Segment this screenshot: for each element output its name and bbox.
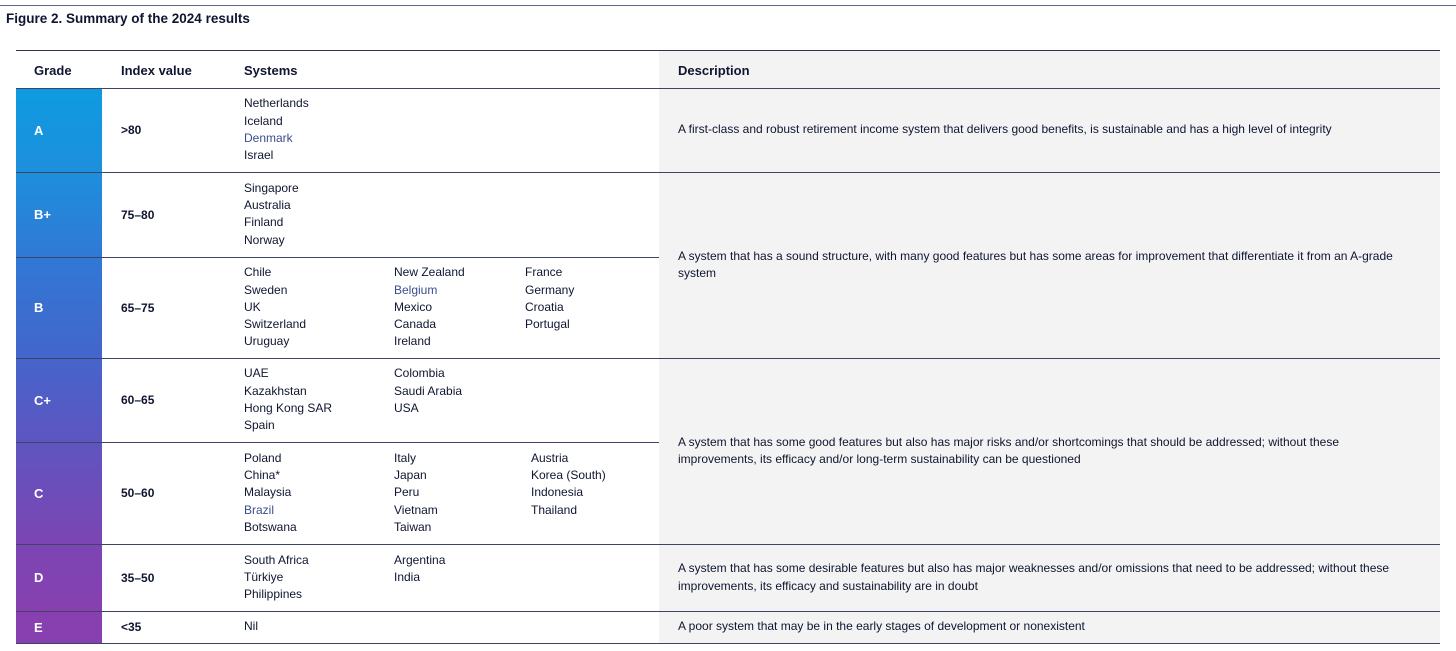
description-1: A first-class and robust retirement income system that delivers good benefits, is sustainable and has a high level of integrity [678,122,1332,137]
top-rule [0,5,1456,6]
system-name: Italy [394,450,417,465]
system-name: France [525,265,563,280]
row-separator [16,257,659,258]
figure-title: Figure 2. Summary of the 2024 results [6,11,250,26]
row-separator [16,643,1440,644]
system-name: South Africa [244,552,309,567]
system-name: Germany [525,282,575,297]
grade-cell-b-plus: B+ [16,172,102,257]
system-name: Spain [244,418,275,433]
system-name: Japan [394,468,427,483]
system-name: Norway [244,232,285,247]
grade-cell-b: B [16,257,102,358]
system-name: Botswana [244,519,297,534]
system-name: Türkiye [244,569,284,584]
system-name: Taiwan [394,519,432,534]
systems-column-b-2 [394,264,465,350]
system-name: Canada [394,317,437,332]
description-4: A system that has some desirable features but also has major weaknesses and/or omissions that need to be addressed; without these improvements, its efficacy and sustainability are in doubt [678,561,1390,593]
system-name: Croatia [525,299,564,314]
systems-column-e-1 [244,618,258,635]
system-name: UAE [244,366,269,381]
system-name: India [394,569,421,584]
system-name: Colombia [394,366,445,381]
system-name: Iceland [244,113,283,128]
grade-cell-c-plus: C+ [16,358,102,442]
systems-column-d-1 [244,552,309,604]
index-value-a: >80 [121,123,142,137]
systems-column-c-2 [394,450,438,536]
system-name: Switzerland [244,317,307,332]
index-value-d: 35–50 [121,570,155,585]
index-value-c-plus: 60–65 [121,393,155,407]
system-name: USA [394,400,419,415]
index-value-c: 50–60 [121,486,155,500]
grade-cell-e: E [16,611,102,643]
system-name: Israel [244,148,274,163]
system-name: Portugal [525,317,570,332]
header-description: Description [678,63,750,78]
system-name: Nil [244,619,258,634]
system-name: Argentina [394,552,446,567]
row-separator [16,442,659,443]
systems-column-a-1 [244,95,309,164]
system-name: Uruguay [244,334,290,349]
header-grade: Grade [34,63,72,78]
systems-column-c-3 [531,450,606,519]
index-value-b-plus: 75–80 [121,207,155,222]
system-name: Netherlands [244,96,309,111]
systems-column-b-plus-1 [244,180,299,249]
systems-column-c-1 [244,450,297,536]
systems-column-d-2 [394,552,445,587]
system-name: Vietnam [394,502,438,517]
system-name: Saudi Arabia [394,383,463,398]
system-name: UK [244,299,261,314]
systems-column-c-plus-2 [394,365,462,417]
system-name: Indonesia [531,485,584,500]
grade-cell-c: C [16,442,102,544]
system-name: Austria [531,450,569,465]
system-name: Philippines [244,587,303,602]
systems-column-b-3 [525,264,574,333]
system-name: Finland [244,215,284,230]
index-value-e: <35 [121,620,142,634]
system-name: Mexico [394,299,433,314]
system-name: Brazil [244,502,275,517]
header-systems: Systems [244,63,298,78]
systems-column-c-plus-1 [244,365,332,434]
system-name: Sweden [244,282,288,297]
system-name: Belgium [394,282,438,297]
system-name: Peru [394,485,420,500]
system-name: Malaysia [244,485,292,500]
system-name: Thailand [531,502,578,517]
system-name: Ireland [394,334,431,349]
system-name: Denmark [244,130,293,145]
system-name: Korea (South) [531,468,606,483]
system-name: New Zealand [394,265,465,280]
system-name: Poland [244,450,282,465]
system-name: Chile [244,265,272,280]
grade-cell-a: A [16,88,102,172]
system-name: Australia [244,198,291,213]
system-name: China* [244,468,281,483]
description-5: A poor system that may be in the early stages of development or nonexistent [678,619,1085,634]
system-name: Kazakhstan [244,383,307,398]
systems-column-b-1 [244,264,306,350]
description-2: A system that has a sound structure, with many good features but has some areas for improvement that differentiate it from an A-grade system [678,248,1393,280]
header-index-value: Index value [121,63,192,78]
system-name: Hong Kong SAR [244,400,333,415]
grade-cell-d: D [16,544,102,611]
description-3: A system that has some good features but also has major risks and/or shortcomings that should be addressed; without these improvements, its efficacy and/or long-term sustainability can be questioned [678,434,1340,466]
index-value-b: 65–75 [121,300,155,315]
system-name: Singapore [244,180,299,195]
